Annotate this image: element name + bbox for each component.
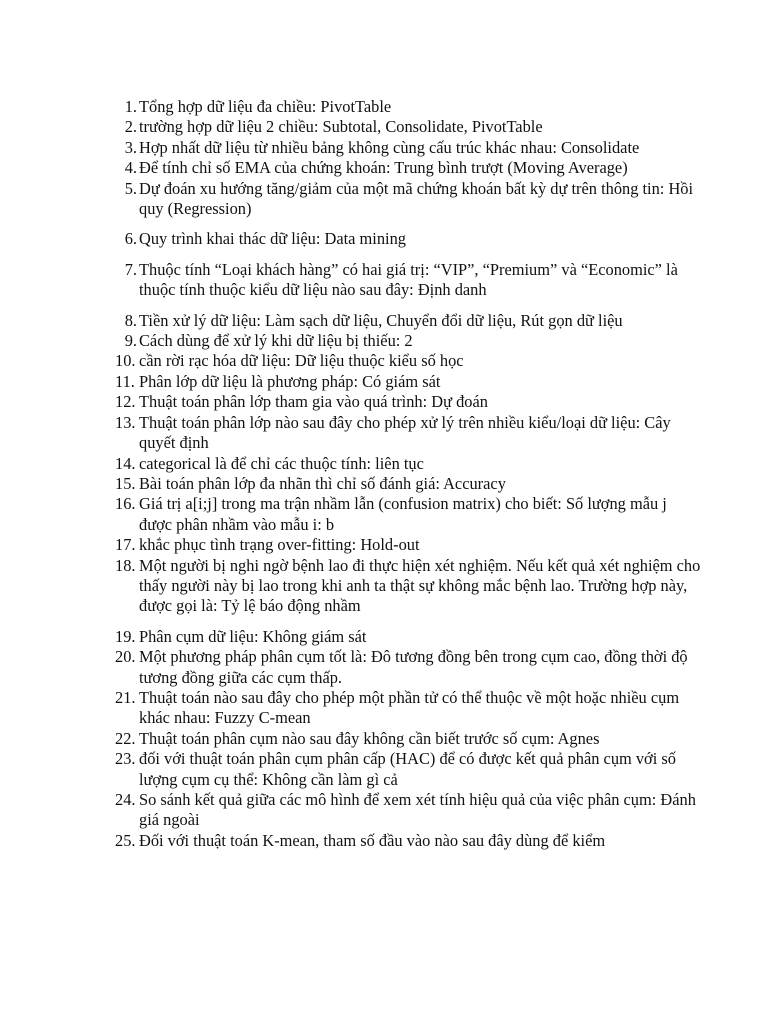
item-number: 12. bbox=[115, 392, 136, 412]
numbered-list bbox=[102, 97, 702, 851]
item-text: So sánh kết quả giữa các mô hình để xem xét tính hiệu quả của việc phân cụm: Đánh giá ngoài bbox=[139, 790, 696, 830]
item-number: 21. bbox=[115, 687, 136, 707]
item-number: 25. bbox=[115, 830, 136, 850]
item-text: Thuật toán nào sau đây cho phép một phần tử có thể thuộc về một hoặc nhiều cụm khác nhau: Fuzzy C-mean bbox=[139, 687, 680, 728]
item-text: Thuật toán phân lớp tham gia vào quá trình: Dự đoán bbox=[139, 392, 488, 412]
item-text: Để tính chỉ số EMA của chứng khoán: Trung bình trượt (Moving Average) bbox=[139, 158, 628, 178]
list-item bbox=[102, 413, 702, 454]
item-number: 5. bbox=[124, 178, 137, 198]
item-text: Tiền xử lý dữ liệu: Làm sạch dữ liệu, Chuyển đổi dữ liệu, Rút gọn dữ liệu bbox=[139, 310, 623, 330]
list-item bbox=[102, 790, 702, 831]
list-item bbox=[102, 535, 702, 555]
item-text: Cách dùng để xử lý khi dữ liệu bị thiếu: 2 bbox=[139, 331, 413, 351]
item-number: 24. bbox=[115, 790, 136, 809]
item-number: 19. bbox=[115, 626, 136, 646]
item-number: 14. bbox=[115, 453, 136, 473]
item-number: 1. bbox=[124, 97, 137, 116]
item-number: 13. bbox=[115, 412, 136, 432]
item-number: 22. bbox=[115, 728, 136, 748]
list-item bbox=[102, 688, 702, 729]
item-text: Thuật toán phân lớp nào sau đây cho phép xử lý trên nhiều kiểu/loại dữ liệu: Cây quyết định bbox=[139, 412, 671, 453]
list-item bbox=[102, 97, 702, 117]
list-item bbox=[102, 454, 702, 474]
list-item bbox=[102, 179, 702, 220]
item-text: Phân lớp dữ liệu là phương pháp: Có giám sát bbox=[139, 371, 441, 391]
list-item bbox=[102, 556, 702, 617]
item-number: 10. bbox=[115, 351, 136, 371]
item-text: Quy trình khai thác dữ liệu: Data mining bbox=[139, 229, 406, 249]
item-text: Phân cụm dữ liệu: Không giám sát bbox=[139, 626, 367, 646]
item-number: 23. bbox=[115, 749, 136, 769]
list-item bbox=[102, 474, 702, 494]
item-text: categorical là để chỉ các thuộc tính: liên tục bbox=[139, 453, 424, 473]
list-item bbox=[102, 229, 702, 249]
list-item bbox=[102, 729, 702, 749]
list-item bbox=[102, 494, 702, 535]
list-item bbox=[102, 138, 702, 158]
item-text: Một người bị nghi ngờ bệnh lao đi thực hiện xét nghiệm. Nếu kết quả xét nghiệm cho thấy người này bị lao trong khi anh ta thật sự không mắc bệnh lao. Trường hợp này, được gọi là: Tỷ lệ báo động nhầm bbox=[139, 555, 701, 616]
list-item bbox=[102, 647, 702, 688]
item-number: 18. bbox=[115, 555, 136, 575]
item-text: khắc phục tình trạng over-fitting: Hold-out bbox=[139, 535, 420, 555]
item-text: Đối với thuật toán K-mean, tham số đầu vào nào sau đây dùng để kiểm bbox=[139, 830, 606, 850]
item-text: Dự đoán xu hướng tăng/giảm của một mã chứng khoán bất kỳ dự trên thông tin: Hồi quy (Regression) bbox=[139, 178, 694, 219]
list-item bbox=[102, 158, 702, 178]
list-item bbox=[102, 311, 702, 331]
list-item bbox=[102, 331, 702, 351]
item-number: 16. bbox=[115, 494, 136, 514]
item-text: trường hợp dữ liệu 2 chiều: Subtotal, Consolidate, PivotTable bbox=[139, 117, 543, 137]
item-number: 2. bbox=[124, 117, 137, 137]
item-text: Thuật toán phân cụm nào sau đây không cần biết trước số cụm: Agnes bbox=[139, 728, 600, 748]
item-number: 11. bbox=[115, 371, 135, 391]
list-item bbox=[102, 372, 702, 392]
list-item bbox=[102, 392, 702, 412]
item-text: đối với thuật toán phân cụm phân cấp (HAC) để có được kết quả phân cụm với số lượng cụm cụ thể: Không cần làm gì cả bbox=[139, 749, 676, 789]
item-text: Hợp nhất dữ liệu từ nhiều bảng không cùng cấu trúc khác nhau: Consolidate bbox=[139, 137, 640, 157]
item-text: Một phương pháp phân cụm tốt là: Đô tương đồng bên trong cụm cao, đồng thời độ tương đồng giữa các cụm thấp. bbox=[139, 647, 688, 687]
item-number: 20. bbox=[115, 647, 136, 667]
item-number: 9. bbox=[124, 331, 137, 351]
item-text: cần rời rạc hóa dữ liệu: Dữ liệu thuộc kiểu số học bbox=[139, 351, 464, 371]
item-number: 3. bbox=[124, 137, 137, 157]
item-text: Thuộc tính “Loại khách hàng” có hai giá trị: “VIP”, “Premium” và “Economic” là thuộc tính thuộc kiểu dữ liệu nào sau đây: Định danh bbox=[139, 259, 678, 300]
list-item bbox=[102, 260, 702, 301]
item-text: Giá trị a[i;j] trong ma trận nhầm lẫn (confusion matrix) cho biết: Số lượng mẫu j được phân nhầm vào mẫu i: b bbox=[139, 494, 667, 534]
item-number: 4. bbox=[124, 158, 137, 178]
list-item bbox=[102, 117, 702, 137]
list-item bbox=[102, 627, 702, 647]
item-number: 15. bbox=[115, 473, 136, 493]
item-text: Bài toán phân lớp đa nhãn thì chỉ số đánh giá: Accuracy bbox=[139, 473, 506, 493]
list-item bbox=[102, 831, 702, 851]
item-number: 8. bbox=[124, 310, 137, 330]
item-number: 7. bbox=[124, 259, 137, 279]
item-number: 17. bbox=[115, 535, 136, 555]
item-number: 6. bbox=[124, 229, 137, 249]
item-text: Tổng hợp dữ liệu đa chiều: PivotTable bbox=[139, 97, 392, 116]
list-item bbox=[102, 351, 702, 371]
list-item bbox=[102, 749, 702, 790]
